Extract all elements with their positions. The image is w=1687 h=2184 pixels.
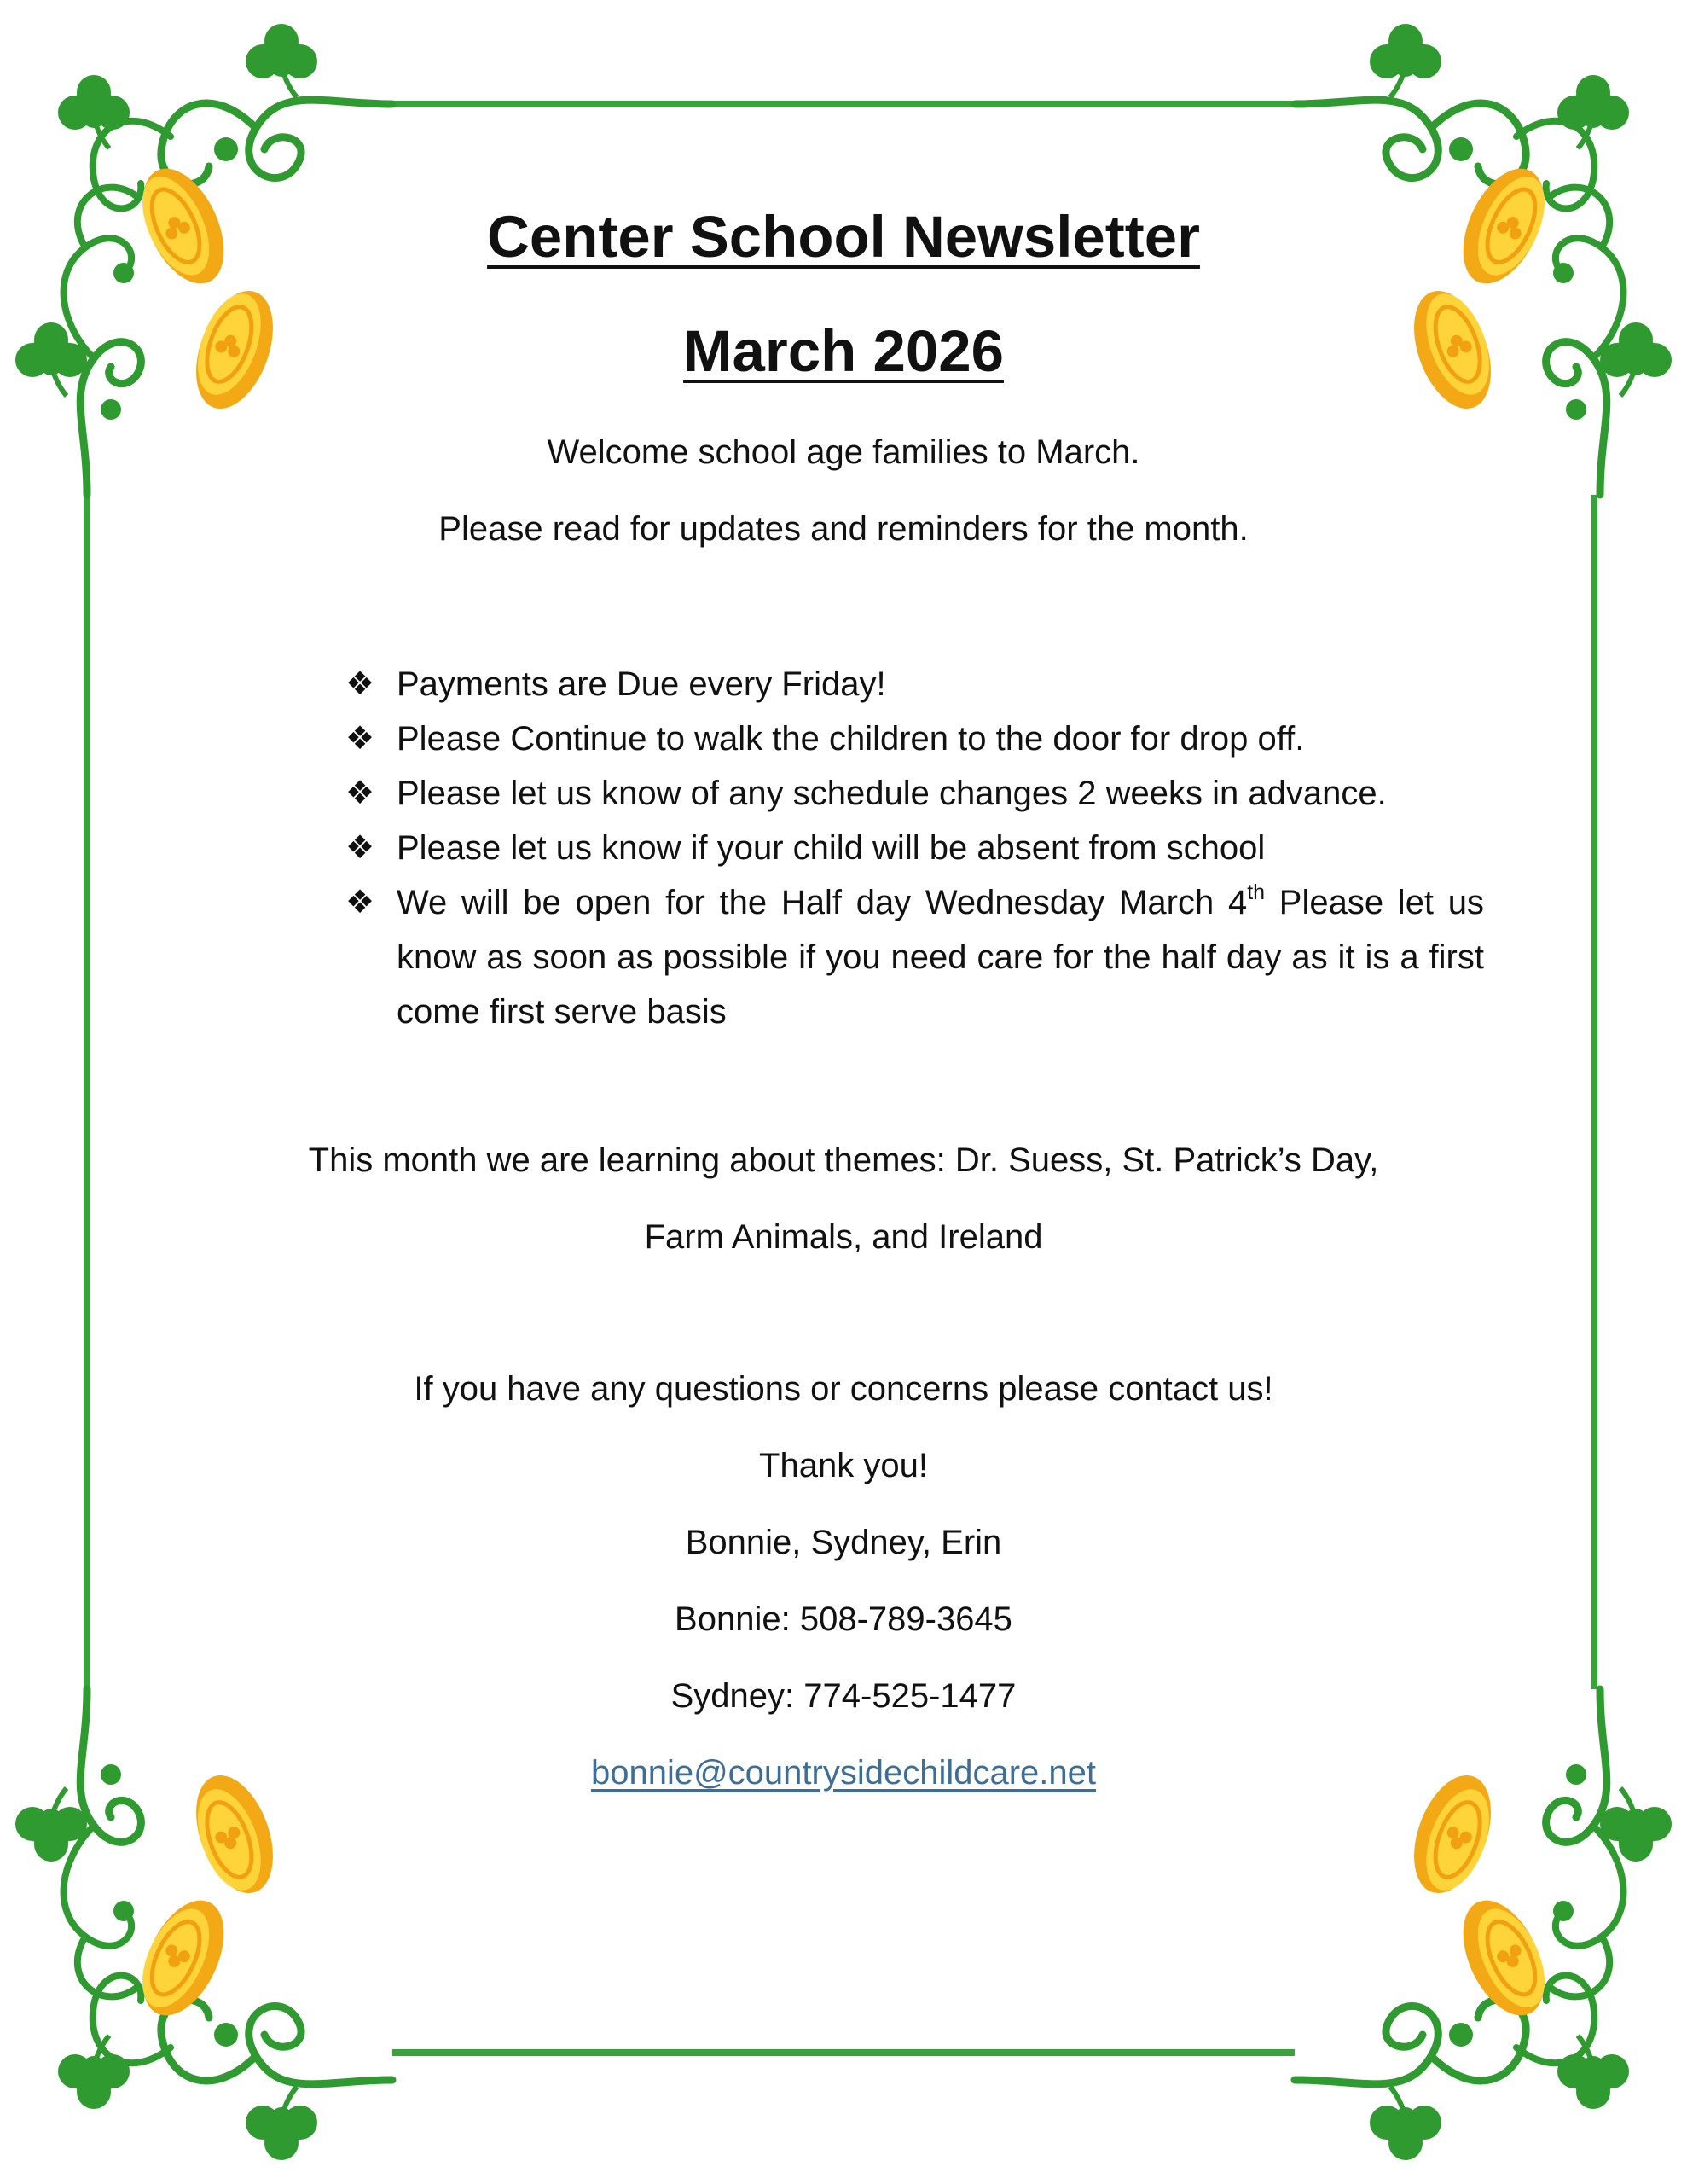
diamond-bullet-icon: ❖ [345, 830, 375, 866]
corner-ornament-bottom-right [1278, 1655, 1687, 2184]
themes-line-2: Farm Animals, and Ireland [644, 1218, 1043, 1256]
list-item-half-day: ❖ We will be open for the Half day Wednesday March 4th Please let us know as soon as possible if you need care for the half day as it is a first come first serve basis [345, 875, 1484, 1039]
diamond-bullet-icon: ❖ [345, 775, 375, 811]
newsletter-title: Center School Newsletter [487, 204, 1200, 270]
welcome-line: Welcome school age families to March. [547, 433, 1140, 471]
reminder-list [345, 657, 1484, 1039]
signers-line: Bonnie, Sydney, Erin [685, 1524, 1002, 1561]
email-line [222, 1751, 1465, 1794]
list-item: ❖ Please let us know if your child will be absent from school [345, 821, 1484, 875]
border-left [84, 495, 90, 1689]
thanks-line: Thank you! [759, 1447, 928, 1484]
border-right [1591, 495, 1597, 1689]
phone-sydney: Sydney: 774-525-1477 [670, 1677, 1017, 1715]
list-item: ❖ Payments are Due every Friday! [345, 657, 1484, 712]
intro-line: Please read for updates and reminders for the month. [438, 510, 1249, 548]
diamond-bullet-icon: ❖ [345, 885, 375, 921]
diamond-bullet-icon: ❖ [345, 721, 375, 757]
diamond-bullet-icon: ❖ [345, 666, 375, 702]
list-item: ❖ Please Continue to walk the children to the door for drop off. [345, 712, 1484, 766]
phone-bonnie: Bonnie: 508-789-3645 [675, 1600, 1012, 1638]
corner-ornament-bottom-left [0, 1655, 409, 2184]
list-item: ❖ Please let us know of any schedule changes 2 weeks in advance. [345, 766, 1484, 821]
email-link[interactable]: bonnie@countrysidechildcare.net [590, 1754, 1097, 1792]
contact-line: If you have any questions or concerns please contact us! [414, 1370, 1273, 1408]
themes-line-1: This month we are learning about themes: Dr. Suess, St. Patrick’s Day, [308, 1141, 1379, 1179]
border-bottom [392, 2049, 1295, 2056]
newsletter-month: March 2026 [683, 318, 1004, 384]
border-top [392, 101, 1295, 107]
